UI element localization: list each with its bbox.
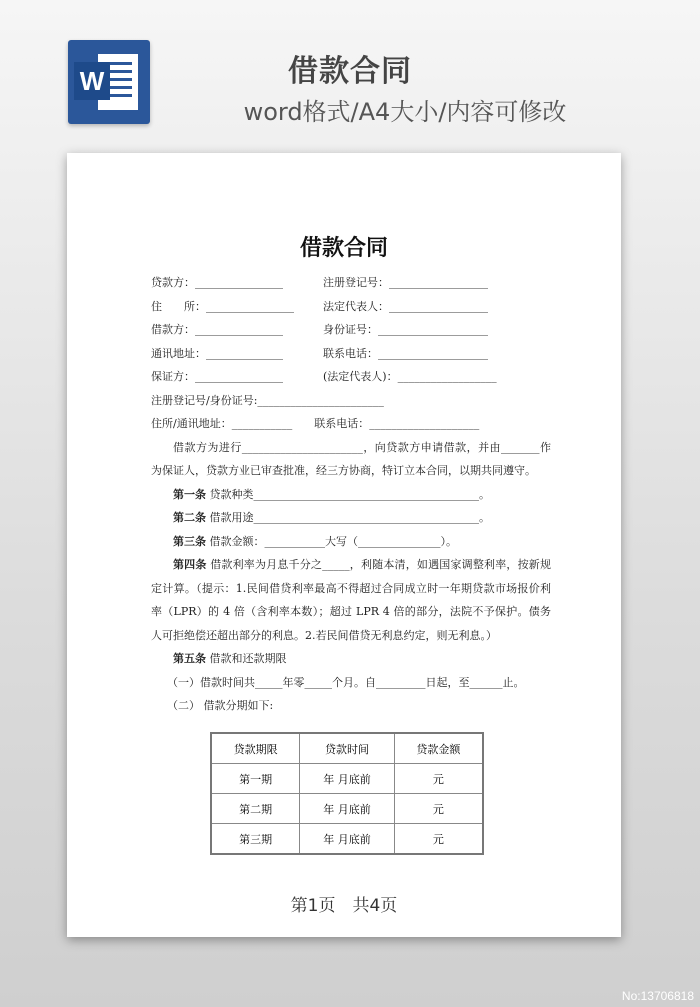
field-id-number: 身份证号：____________________ bbox=[323, 323, 488, 336]
table-cell: 年 月底前 bbox=[300, 794, 395, 824]
article-text: 贷款种类_________________________________________。 bbox=[206, 487, 490, 501]
article-number: 第二条 bbox=[173, 511, 206, 524]
field-lender: 贷款方：________________ bbox=[151, 276, 283, 289]
field-row bbox=[151, 412, 551, 436]
article-4 bbox=[151, 553, 551, 647]
installment-table bbox=[210, 732, 484, 855]
page-footer: 第1页 共4页 bbox=[290, 896, 398, 916]
document-title: 借款合同 bbox=[299, 235, 388, 261]
field-row bbox=[151, 365, 551, 389]
header-title: 借款合同 bbox=[288, 54, 412, 89]
table-header-row bbox=[211, 733, 483, 764]
table-row bbox=[211, 824, 483, 855]
field-addr-phone: 住所/通讯地址：___________ 联系电话：____________________ bbox=[151, 417, 480, 430]
field-reg-id: 注册登记号/身份证号:_______________________ bbox=[151, 393, 384, 407]
field-borrower: 借款方：________________ bbox=[151, 323, 283, 336]
field-guarantor-rep: (法定代表人)：__________________ bbox=[323, 370, 497, 383]
intro-paragraph: 借款方为进行______________________，向贷款方申请借款，并由_______作为保证人，贷款方业已审查批准，经三方协商，特订立本合同，以期共同遵守。 bbox=[151, 440, 551, 477]
table-header: 贷款时间 bbox=[300, 733, 395, 764]
article-number: 第一条 bbox=[173, 487, 206, 501]
article-number: 第五条 bbox=[173, 652, 206, 665]
installment-item: （二） 借款分期如下: bbox=[167, 699, 274, 712]
table-row bbox=[211, 794, 483, 824]
table-cell: 年 月底前 bbox=[300, 764, 395, 794]
field-row bbox=[151, 271, 551, 295]
article-3 bbox=[151, 530, 551, 554]
table-cell: 第三期 bbox=[211, 824, 300, 855]
table-cell: 第二期 bbox=[211, 794, 300, 824]
document-page bbox=[67, 153, 621, 937]
field-row bbox=[151, 318, 551, 342]
article-text: 借款和还款期限 bbox=[206, 652, 287, 665]
article-1 bbox=[151, 483, 551, 507]
article-number: 第四条 bbox=[173, 558, 207, 571]
image-number: No:13706818 bbox=[621, 989, 694, 1003]
field-address: 住 所：________________ bbox=[151, 299, 294, 313]
field-contact-address: 通讯地址：______________ bbox=[151, 346, 283, 360]
field-row bbox=[151, 342, 551, 366]
table-cell: 年 月底前 bbox=[300, 824, 395, 855]
field-guarantor: 保证方：________________ bbox=[151, 370, 283, 383]
table-cell: 元 bbox=[394, 764, 483, 794]
field-legal-rep: 法定代表人：__________________ bbox=[323, 299, 488, 313]
field-phone: 联系电话：____________________ bbox=[323, 346, 488, 360]
table-cell: 元 bbox=[394, 794, 483, 824]
header-subtitle: word格式/A4大小/内容可修改 bbox=[243, 98, 567, 126]
article-text: 借款利率为月息千分之_____，利随本清，如遇国家调整利率，按新规定计算。（提示：1.民间借贷利率最高不得超过合同成立时一年期贷款市场报价利率（LPR）的 4 倍（含利率本数）；超过 LPR 4 倍的部分，法院不予保护。债务人可拒绝偿还超出部分的利息。2.若民间借贷无利息约定，则无利息。） bbox=[151, 558, 551, 642]
word-letter: W bbox=[74, 62, 110, 100]
table-header: 贷款期限 bbox=[211, 733, 300, 764]
field-row bbox=[151, 389, 551, 413]
table-cell: 元 bbox=[394, 824, 483, 855]
table-cell: 第一期 bbox=[211, 764, 300, 794]
article-number: 第三条 bbox=[173, 534, 206, 548]
article-2 bbox=[151, 506, 551, 530]
field-row bbox=[151, 295, 551, 319]
article-text: 借款金额：___________大写（_______________）。 bbox=[206, 534, 457, 548]
table-row bbox=[211, 764, 483, 794]
article-text: 借款用途_________________________________________。 bbox=[206, 511, 490, 524]
field-lender-reg: 注册登记号：__________________ bbox=[323, 276, 488, 289]
table-header: 贷款金额 bbox=[394, 733, 483, 764]
loan-term-item: （一）借款时间共_____年零_____个月。自_________日起，至______止。 bbox=[167, 675, 525, 689]
document-body bbox=[151, 271, 551, 718]
article-5 bbox=[151, 647, 551, 671]
